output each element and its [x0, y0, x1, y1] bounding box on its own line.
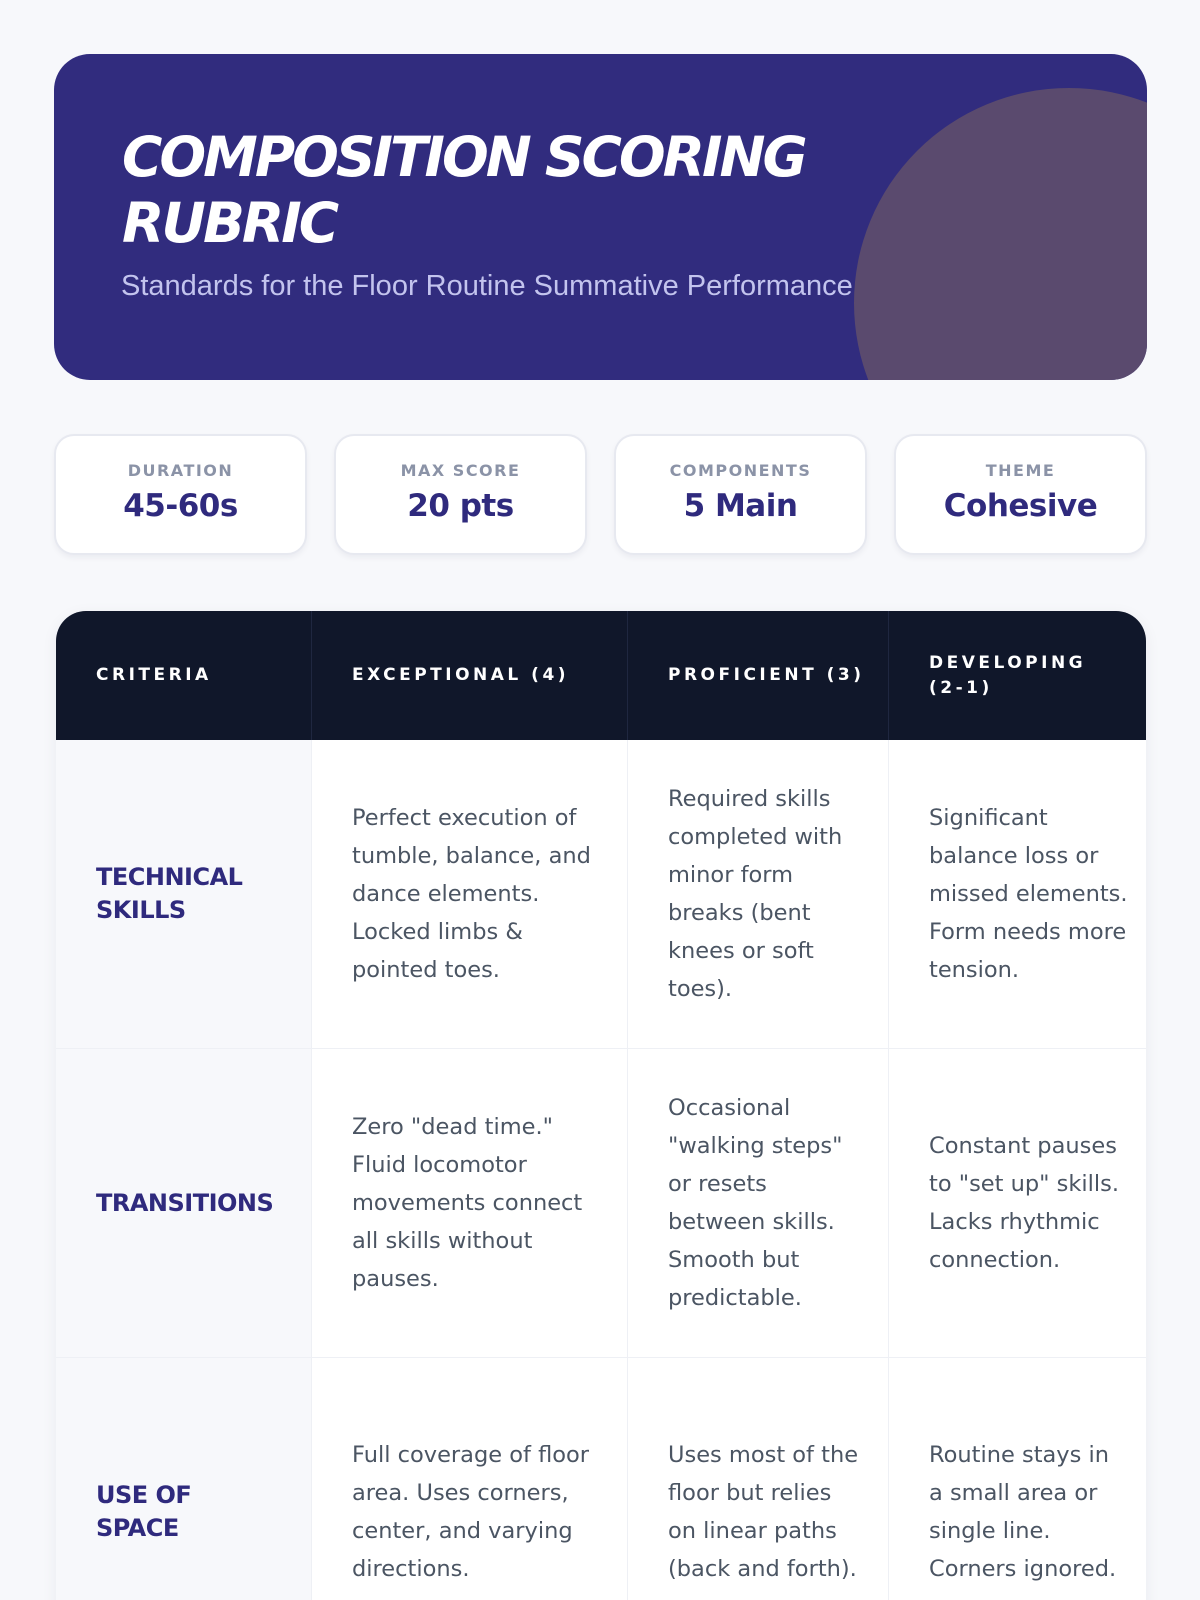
table-row [56, 1049, 1146, 1358]
header-banner [54, 54, 1147, 380]
column-header-developing: DEVELOPING (2-1) [929, 652, 1087, 698]
stat-label: COMPONENTS [669, 461, 812, 480]
rubric-table [56, 611, 1146, 1600]
exceptional-cell: Zero "dead time." Fluid locomotor movements connect all skills without pauses. [312, 1049, 628, 1357]
proficient-cell: Uses most of the floor but relies on linear paths (back and forth). [628, 1358, 889, 1600]
developing-cell: Constant pauses to "set up" skills. Lacks rhythmic connection. [929, 1133, 1120, 1273]
column-header-criteria: CRITERIA [56, 611, 312, 740]
criteria-cell: USE OF SPACE [56, 1358, 312, 1600]
criteria-cell: TRANSITIONS [56, 1049, 312, 1357]
stat-card-theme [894, 434, 1147, 555]
table-row [56, 1358, 1146, 1600]
stat-cards [54, 434, 1147, 555]
stat-label: DURATION [127, 461, 234, 480]
table-header-row [56, 611, 1146, 740]
developing-cell: Routine stays in a small area or single line. Corners ignored. [929, 1442, 1117, 1582]
page-title: COMPOSITION SCORING RUBRIC [122, 125, 805, 255]
exceptional-cell: Perfect execution of tumble, balance, and dance elements. Locked limbs & pointed toes. [312, 740, 628, 1048]
column-header-exceptional: EXCEPTIONAL (4) [312, 611, 628, 740]
developing-cell: Significant balance loss or missed elements. Form needs more tension. [929, 805, 1128, 983]
stat-value: 20 pts [407, 488, 514, 524]
stat-label: MAX SCORE [400, 461, 521, 480]
column-header-proficient: PROFICIENT (3) [628, 611, 889, 740]
proficient-cell: Required skills completed with minor form breaks (bent knees or soft toes). [628, 740, 889, 1048]
stat-card-max-score [334, 434, 587, 555]
stat-label: THEME [985, 461, 1056, 480]
exceptional-cell: Full coverage of floor area. Uses corners, center, and varying directions. [312, 1358, 628, 1600]
criteria-cell: TECHNICAL SKILLS [56, 740, 312, 1048]
stat-value: 45-60s [123, 488, 238, 524]
page-subtitle: Standards for the Floor Routine Summative Performance [121, 270, 853, 302]
table-row [56, 740, 1146, 1049]
stat-card-duration [54, 434, 307, 555]
stat-card-components [614, 434, 867, 555]
proficient-cell: Occasional "walking steps" or resets between skills. Smooth but predictable. [628, 1049, 889, 1357]
stat-value: 5 Main [683, 488, 798, 524]
stat-value: Cohesive [943, 488, 1098, 524]
